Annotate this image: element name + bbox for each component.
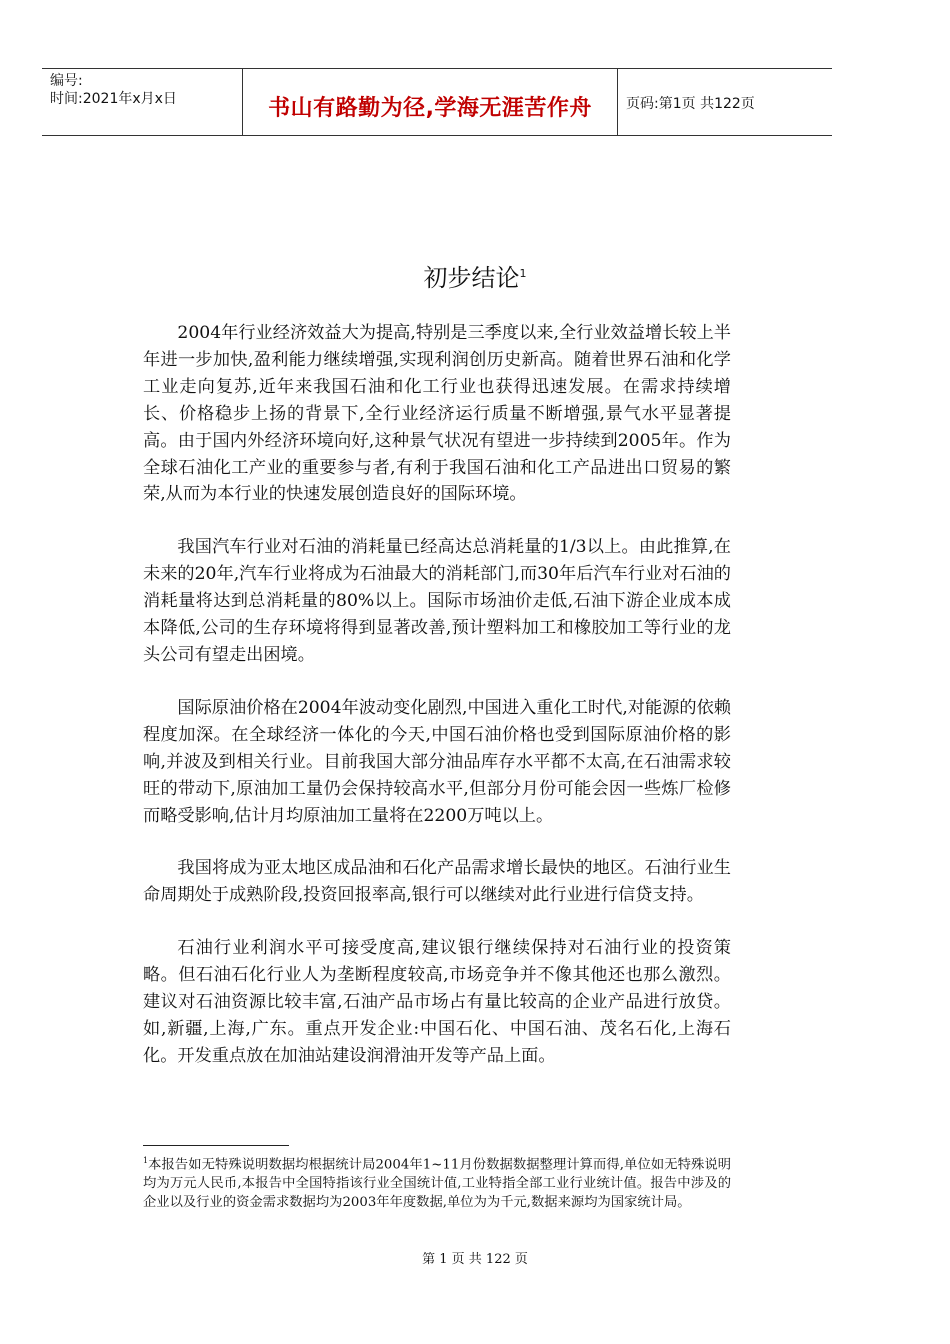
footnote-text: 本报告如无特殊说明数据均根据统计局2004年1~11月份数据数据整理计算而得,单位如无特殊说明均为万元人民币,本报告中全国特指该行业全国统计值,工业特指全部工业行业统计值。报告中涉及的企业以及行业的资金需求数据均为2003年年度数据,单位为为千元,数据来源均为国家统计局。 [143,1157,731,1211]
page-header [42,68,832,136]
footnote-separator [143,1145,289,1146]
code-label: 编号: [50,73,83,89]
header-divider [617,69,618,135]
paragraph: 我国将成为亚太地区成品油和石化产品需求增长最快的地区。石油行业生命周期处于成熟阶段,投资回报率高,银行可以继续对此行业进行信贷支持。 [143,858,731,906]
header-page-info: 页码:第1页 共122页 [626,96,755,112]
title-footnote-mark: 1 [519,267,527,280]
header-meta [50,72,177,108]
title-text: 初步结论 [423,264,520,292]
main-body [143,320,731,1096]
footnote-mark: 1 [143,1156,149,1165]
header-motto: 书山有路勤为径,学海无涯苦作舟 [268,96,592,121]
section-title [0,258,950,293]
paragraph: 我国汽车行业对石油的消耗量已经高达总消耗量的1/3以上。由此推算,在未来的20年,汽车行业将成为石油最大的消耗部门,而30年后汽车行业对石油的消耗量将达到总消耗量的80%以上。国际市场油价走低,石油下游企业成本成本降低,公司的生存环境将得到显著改善,预计塑料加工和橡胶加工等行业的龙头公司有望走出困境。 [143,537,731,665]
paragraph: 2004年行业经济效益大为提高,特别是三季度以来,全行业效益增长较上半年进一步加快,盈利能力继续增强,实现利润创历史新高。随着世界石油和化学工业走向复苏,近年来我国石油和化工行业也获得迅速发展。在需求持续增长、价格稳步上扬的背景下,全行业经济运行质量不断增强,景气水平显著提高。由于国内外经济环境向好,这种景气状况有望进一步持续到2005年。作为全球石油化工产业的重要参与者,有利于我国石油和化工产品进出口贸易的繁荣,从而为本行业的快速发展创造良好的国际环境。 [143,323,731,505]
paragraph: 国际原油价格在2004年波动变化剧烈,中国进入重化工时代,对能源的依赖程度加深。在全球经济一体化的今天,中国石油价格也受到国际原油价格的影响,并波及到相关行业。目前我国大部分油品库存水平都不太高,在石油需求较旺的带动下,原油加工量仍会保持较高水平,但部分月份可能会因一些炼厂检修而略受影响,估计月均原油加工量将在2200万吨以上。 [143,697,731,826]
paragraph: 石油行业利润水平可接受度高,建议银行继续保持对石油行业的投资策略。但石油石化行业人为垄断程度较高,市场竞争并不像其他还也那么激烈。建议对石油资源比较丰富,石油产品市场占有量比较高的企业产品进行放贷。如,新疆,上海,广东。重点开发企业:中国石化、中国石油、茂名石化,上海石化。开发重点放在加油站建设润滑油开发等产品上面。 [143,938,731,1066]
time-label: 时间:2021年x月x日 [50,91,177,107]
page-footer: 第 1 页 共 122 页 [422,1252,528,1267]
footnote [143,1151,731,1212]
